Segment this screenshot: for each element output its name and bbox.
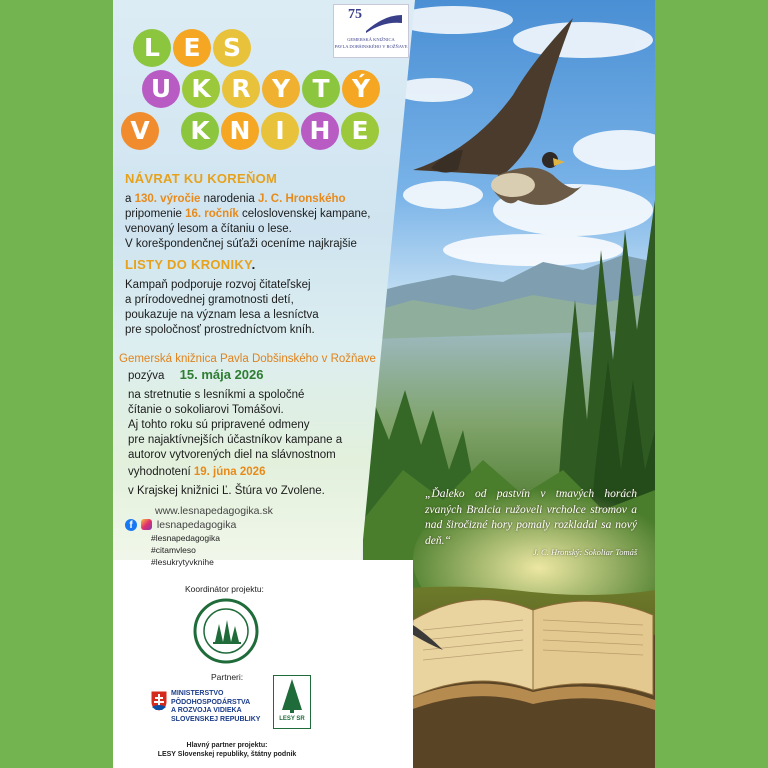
text-span: narodenia — [200, 193, 258, 205]
partners-label: Partneri: — [211, 672, 244, 682]
text-span: pripomenie — [125, 208, 186, 220]
event-date: 15. mája 2026 — [179, 367, 264, 382]
title-letter: N — [221, 112, 259, 150]
open-book-illustration — [405, 600, 655, 712]
hashtag: #lesukrytyvknihe — [151, 557, 214, 567]
campaign-line-3: poukazuje na význam lesa a lesníctva — [125, 309, 319, 321]
main-partner-name: LESY Slovenskej republiky, štátny podnik — [157, 751, 297, 758]
event-line-1: na stretnutie s lesníkmi a spoločné — [128, 389, 305, 401]
quote-source: J. C. Hronský: Sokoliar Tomáš — [533, 547, 638, 557]
title-letter: S — [213, 29, 251, 67]
title-letter: V — [121, 112, 159, 150]
intro-line-3: venovaný lesom a čítaniu o lese. — [125, 223, 292, 235]
invite-line — [128, 368, 264, 384]
anniversary-highlight: 130. výročie — [134, 193, 201, 205]
website-link[interactable]: www.lesnapedagogika.sk — [155, 505, 273, 517]
instagram-icon[interactable] — [141, 519, 152, 530]
title-letter: K — [181, 112, 219, 150]
campaign-line-4: pre spoločnosť prostredníctvom kníh. — [125, 324, 315, 336]
logo-book-icon — [364, 11, 404, 35]
quote-text: „Ďaleko od pastvín v tmavých horách zvaných Bralcia ružoveli vrcholce stromov a nad širočizné hory pomaly rozkladal sa nový deň.“ — [425, 488, 637, 547]
event-line-5: autorov vytvorených diel na slávnostnom — [128, 449, 336, 461]
title-letter: E — [341, 112, 379, 150]
campaign-line-2: a prírodovednej gramotnosti detí, — [125, 294, 294, 306]
title-letter: H — [301, 112, 339, 150]
evaluation-date: 19. júna 2026 — [193, 466, 266, 478]
ministry-line: A ROZVOJA VIDIEKA — [171, 707, 242, 714]
title-letter: L — [133, 29, 171, 67]
ministry-line: SLOVENSKEJ REPUBLIKY — [171, 715, 261, 723]
evaluation-line — [128, 465, 265, 480]
title-letter: T — [302, 70, 340, 108]
campaign-line-1: Kampaň podporuje rozvoj čitateľskej — [125, 279, 311, 291]
intro-line-4: V korešpondenčnej súťaži oceníme najkrajšie — [125, 238, 357, 250]
logo-line2: PAVLA DOBŠINSKÉHO V ROŽŇAVE — [334, 44, 408, 49]
event-line-4: pre najaktívnejších účastníkov kampane a — [128, 434, 343, 446]
library-name: Gemerská knižnica Pavla Dobšinského v Rožňave — [119, 353, 376, 365]
logo-number: 75 — [348, 7, 362, 22]
intro-line-1 — [125, 192, 346, 207]
tree-icon — [274, 676, 310, 714]
heading-return-to-roots: NÁVRAT KU KOREŇOM — [125, 171, 278, 186]
ministry-name — [171, 690, 260, 724]
text-span: celoslovenskej kampane, — [238, 208, 371, 220]
main-partner — [113, 741, 341, 759]
ministry-line: MINISTERSTVO — [171, 690, 224, 697]
logo-line1: GEMERSKÁ KNIŽNICA — [347, 37, 395, 42]
text-span: vyhodnotení — [128, 466, 194, 478]
main-partner-label: Hlavný partner projektu: — [186, 742, 268, 749]
venue-line: v Krajskej knižnici Ľ. Štúra vo Zvolene. — [128, 485, 325, 497]
heading-chronicle-sheets — [125, 258, 256, 273]
title-letter: Ý — [342, 70, 380, 108]
title-letter: Y — [262, 70, 300, 108]
hashtag: #lesnapedagogika — [151, 533, 221, 543]
title-letter: K — [182, 70, 220, 108]
title-letter: U — [142, 70, 180, 108]
library-logo — [333, 4, 409, 58]
title-letter: E — [173, 29, 211, 67]
author-highlight: J. C. Hronského — [258, 193, 346, 205]
text-span: . — [251, 257, 256, 272]
event-line-2: čítanie o sokoliarovi Tomášovi. — [128, 404, 284, 416]
event-line-3: Aj tohto roku sú pripravené odmeny — [128, 419, 310, 431]
lesy-sr-label: LESY SR — [279, 716, 305, 722]
slovak-coat-of-arms-icon — [150, 690, 168, 712]
title-letter: I — [261, 112, 299, 150]
social-row — [125, 516, 236, 530]
coordinator-label: Koordinátor projektu: — [185, 584, 264, 594]
ministry-line: PÔDOHOSPODÁRSTVA — [171, 698, 251, 706]
poster — [113, 0, 655, 768]
text-span: LISTY DO KRONIKY — [125, 257, 252, 272]
hashtag: #citamvleso — [151, 545, 196, 555]
edition-highlight: 16. ročník — [185, 208, 239, 220]
social-handle[interactable]: lesnapedagogika — [156, 518, 237, 531]
title-letter: R — [222, 70, 260, 108]
text-span: pozýva — [128, 370, 165, 382]
lesy-sr-logo — [273, 675, 311, 729]
forestry-center-logo — [193, 598, 259, 664]
text-span: a — [125, 193, 135, 205]
intro-line-2 — [125, 207, 370, 222]
facebook-icon[interactable]: f — [125, 519, 137, 531]
